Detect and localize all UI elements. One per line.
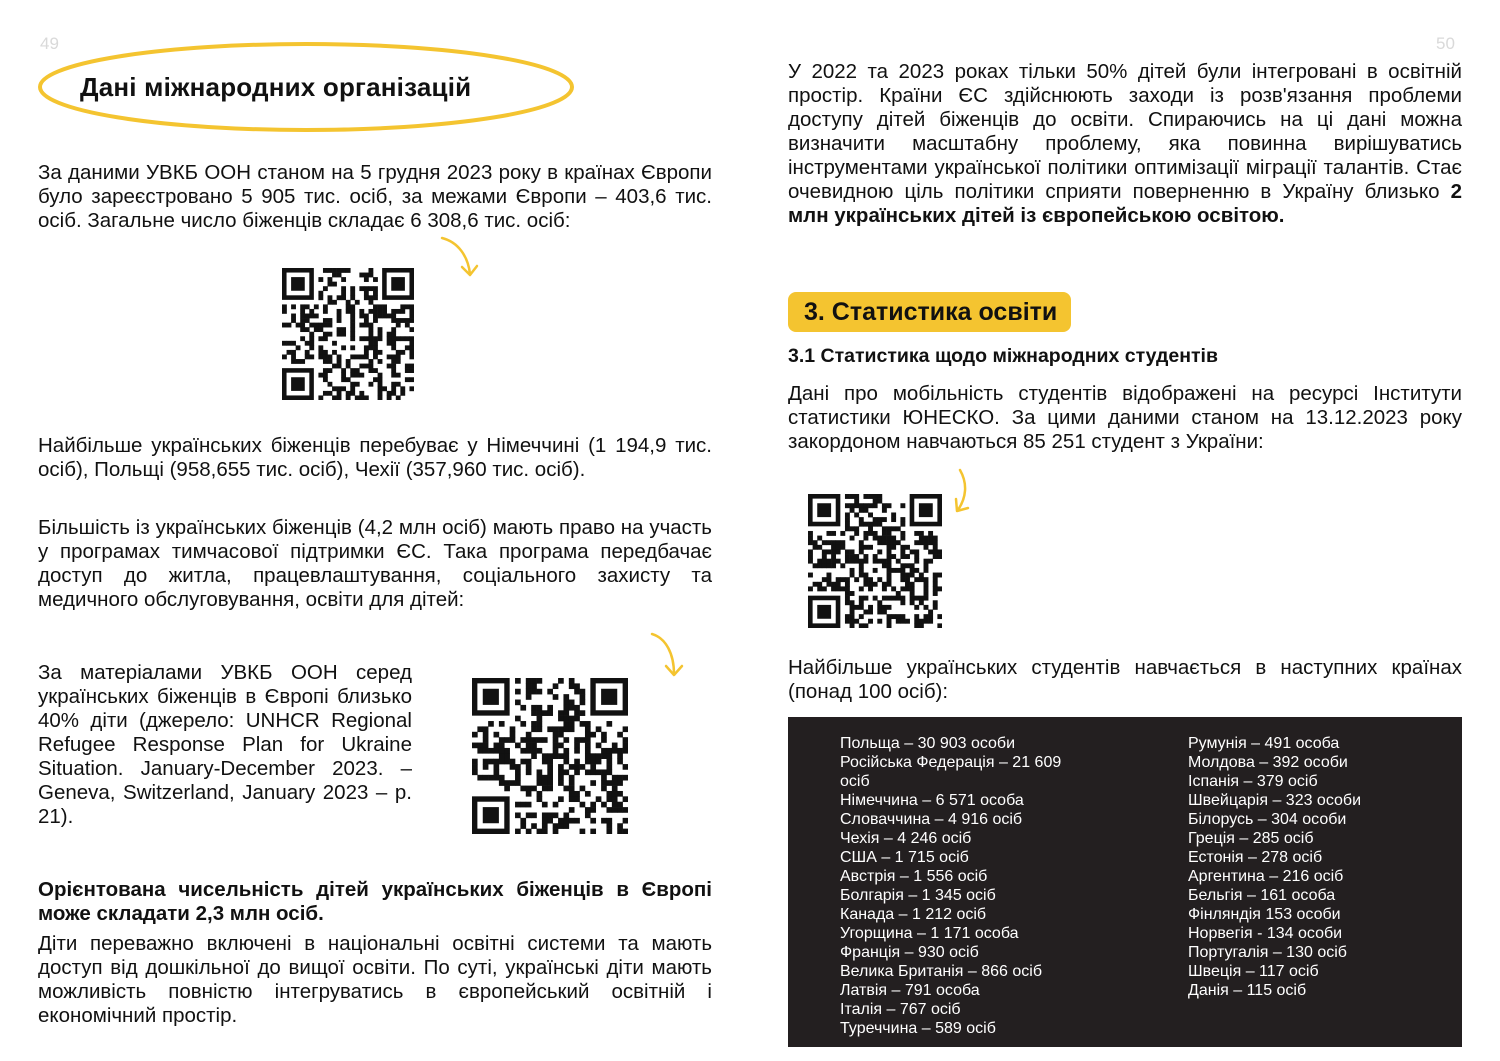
- stats-item: Швеція – 117 осіб: [1188, 963, 1319, 980]
- stats-item: Туреччина – 589 осіб: [840, 1020, 996, 1037]
- right-page: [788, 0, 1462, 1061]
- paragraph-children-share: За матеріалами УВКБ ООН серед українських біженців в Європі близько 40% діти (джерело: UNHCR Regional Refugee Response Plan for Ukraine Situation. January-December 2023. – Geneva, Switzerland, January 2023 – p. 21).: [38, 661, 412, 828]
- left-page: [38, 0, 712, 1061]
- stats-list-right: [1188, 734, 1438, 1000]
- stats-item: Данія – 115 осіб: [1188, 982, 1307, 999]
- paragraph-student-mobility: Дані про мобільність студентів відображені на ресурсі Інститути статистики ЮНЕСКО. За цими даними станом на 13.12.2023 року закордоном навчаються 85 251 студент з України:: [788, 382, 1462, 453]
- paragraph-children-estimate: Орієнтована чисельність дітей українських біженців в Європі може складати 2,3 млн осіб.: [38, 878, 712, 925]
- stats-item: Румунія – 491 особа: [1188, 735, 1340, 752]
- stats-item: Болгарія – 1 345 осіб: [840, 887, 996, 904]
- qr-code-icon[interactable]: [282, 268, 414, 400]
- stats-list-left: [840, 734, 1070, 1038]
- stats-item: Канада – 1 212 осіб: [840, 906, 987, 923]
- stats-item: Австрія – 1 556 осіб: [840, 868, 988, 885]
- stats-item: Велика Британія – 866 осіб: [840, 963, 1042, 980]
- stats-item: Італія – 767 осіб: [840, 1001, 961, 1018]
- stats-item: Естонія – 278 осіб: [1188, 849, 1323, 866]
- stats-item: Швейцарія – 323 особи: [1188, 792, 1362, 809]
- stats-item: Білорусь – 304 особи: [1188, 811, 1347, 828]
- paragraph-refugees-total: За даними УВКБ ООН станом на 5 грудня 2023 року в країнах Європи було зареєстровано 5 905 тис. осіб, за межами Європи – 403,6 тис. осіб. Загальне число біженців складає 6 308,6 тис. осіб:: [38, 161, 712, 232]
- stats-item: Іспанія – 379 осіб: [1188, 773, 1318, 790]
- stats-item: Молдова – 392 особи: [1188, 754, 1348, 771]
- page-number-right: 50: [1436, 34, 1455, 53]
- stats-item: Німеччина – 6 571 особа: [840, 792, 1024, 809]
- stats-item: Латвія – 791 особа: [840, 982, 980, 999]
- stats-item: США – 1 715 осіб: [840, 849, 969, 866]
- paragraph-top-study-countries: Найбільше українських студентів навчається в наступних країнах (понад 100 осіб):: [788, 656, 1462, 703]
- curved-arrow-icon: [436, 234, 486, 282]
- stats-item: Бельгія – 161 особа: [1188, 887, 1336, 904]
- page-number-left: 49: [40, 34, 59, 53]
- stats-item: Словаччина – 4 916 осіб: [840, 811, 1023, 828]
- stats-item: Франція – 930 осіб: [840, 944, 979, 961]
- qr-code-icon[interactable]: [472, 678, 628, 834]
- paragraph-integration-goal: [788, 60, 1462, 228]
- student-stats-box: [788, 717, 1462, 1047]
- goal-bold: 2 млн українських дітей із європейською освітою.: [788, 180, 1462, 227]
- paragraph-integration: Діти переважно включені в національні освітні системи та мають доступ від дошкільної до вищої освіти. По суті, українські діти мають можливість повністю інтегруватись в європейський освітній і економічний простір.: [38, 932, 712, 1027]
- curved-arrow-icon: [648, 630, 698, 680]
- goal-text: У 2022 та 2023 роках тільки 50% дітей були інтегровані в освітній простір. Країни ЄС здійснюють заходи із розв'язання проблеми доступу дітей біженців до освіти. Спираючись на ці дані можна визначити масштабну проблему, яка повинна вирішуватись інструментами української політики оптимізації міграції талантів. Стає очевидною ціль політики сприяти поверненню в Україну близько: [788, 60, 1462, 203]
- heading-ellipse: [38, 40, 578, 136]
- stats-item: Польща – 30 903 особи: [840, 735, 1016, 752]
- stats-item: Греція – 285 осіб: [1188, 830, 1314, 847]
- subsection-title: 3.1 Статистика щодо міжнародних студентів: [788, 345, 1218, 367]
- paragraph-eu-support: Більшість із українських біженців (4,2 млн осіб) мають право на участь у програмах тимчасової підтримки ЄС. Така програма передбачає доступ до житла, працевлаштування, соціального захисту та медичного обслуговування, освіти для дітей:: [38, 516, 712, 611]
- stats-item: Португалія – 130 осіб: [1188, 944, 1347, 961]
- section-title: 3. Статистика освіти: [788, 292, 1071, 332]
- stats-item: Норвегія - 134 особи: [1188, 925, 1343, 942]
- stats-item: Фінляндія 153 особи: [1188, 906, 1341, 923]
- paragraph-top-countries: Найбільше українських біженців перебуває у Німеччині (1 194,9 тис. осіб), Польщі (958,655 тис. осіб), Чехії (357,960 тис. осіб).: [38, 434, 712, 481]
- stats-item: Угорщина – 1 171 особа: [840, 925, 1019, 942]
- stats-item: Російська Федерація – 21 609 осіб: [840, 754, 1062, 790]
- qr-code-icon[interactable]: [808, 494, 942, 628]
- stats-item: Аргентина – 216 осіб: [1188, 868, 1344, 885]
- page-title: Дані міжнародних організацій: [80, 72, 472, 102]
- curved-arrow-icon: [938, 466, 978, 516]
- stats-item: Чехія – 4 246 осіб: [840, 830, 972, 847]
